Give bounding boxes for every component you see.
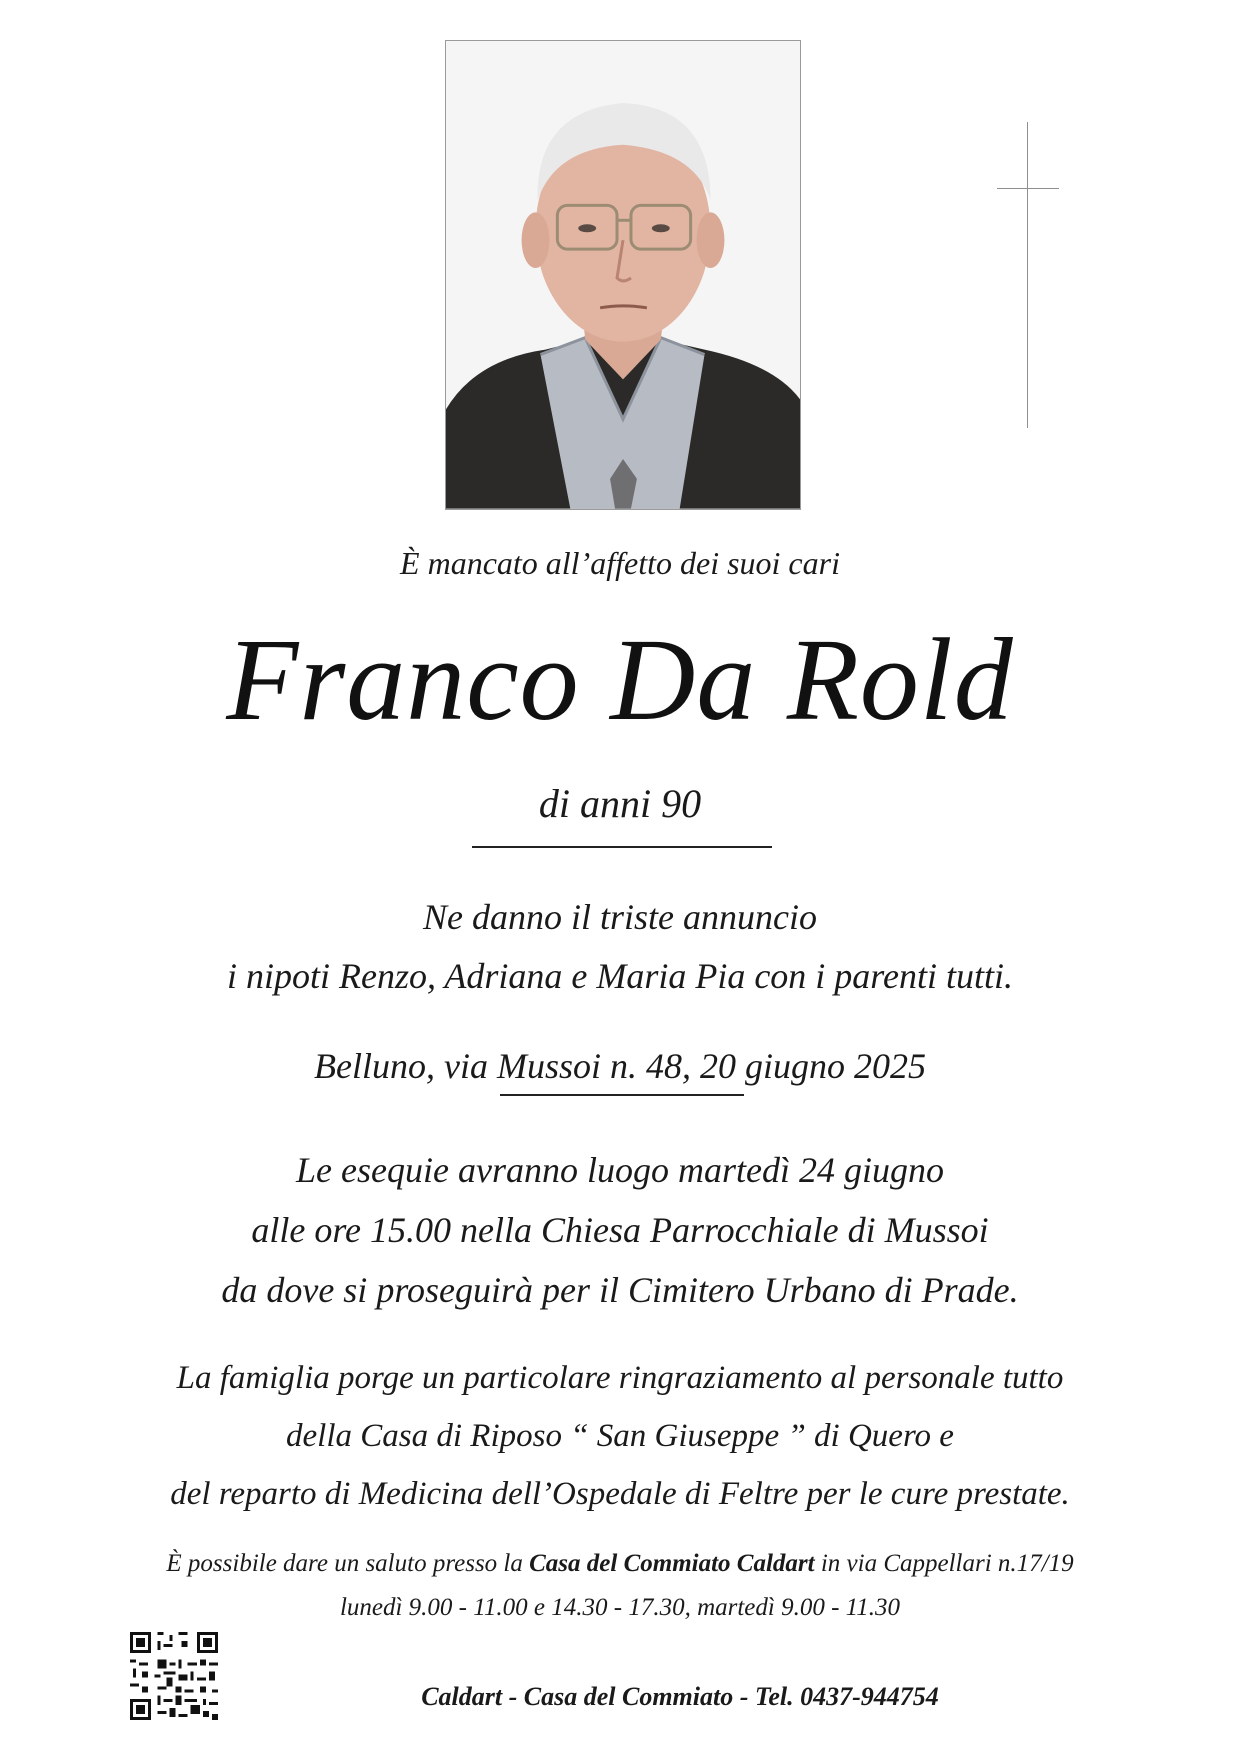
visit-info	[0, 1550, 1240, 1578]
footer-contact: Caldart - Casa del Commiato - Tel. 0437-944754	[421, 1682, 939, 1711]
thanks-line: della Casa di Riposo “ San Giuseppe ” di Quero e	[286, 1418, 954, 1454]
announcement-block	[0, 888, 1240, 1006]
cross-icon	[997, 122, 1059, 428]
funeral-line: da dove si proseguirà per il Cimitero Urbano di Prade.	[221, 1270, 1019, 1310]
announcement-line: Ne danno il triste annuncio	[423, 897, 817, 937]
visit-hours: lunedì 9.00 - 11.00 e 14.30 - 17.30, martedì 9.00 - 11.30	[339, 1594, 901, 1621]
place-date: Belluno, via Mussoi n. 48, 20 giugno 2025	[314, 1046, 926, 1086]
announcement-line: i nipoti Renzo, Adriana e Maria Pia con i parenti tutti.	[227, 956, 1013, 996]
intro-text: È mancato all’affetto dei suoi cari	[400, 545, 840, 581]
funeral-details	[0, 1140, 1240, 1320]
visit-post: in via Cappellari n.17/19	[814, 1550, 1074, 1577]
age-text: di anni 90	[538, 781, 702, 826]
visit-pre: È possibile dare un saluto presso la	[166, 1550, 530, 1577]
deceased-name: Franco Da Rold	[226, 614, 1014, 745]
venue-name: Casa del Commiato Caldart	[529, 1550, 815, 1577]
portrait-photo	[445, 40, 801, 510]
thanks-line: del reparto di Medicina dell’Ospedale di Feltre per le cure prestate.	[170, 1476, 1070, 1512]
divider	[472, 846, 772, 848]
thanks-block	[0, 1349, 1240, 1523]
funeral-line: Le esequie avranno luogo martedì 24 giugno	[296, 1150, 944, 1190]
funeral-line: alle ore 15.00 nella Chiesa Parrocchiale di Mussoi	[251, 1210, 989, 1250]
divider	[500, 1094, 744, 1096]
thanks-line: La famiglia porge un particolare ringraziamento al personale tutto	[176, 1360, 1064, 1396]
